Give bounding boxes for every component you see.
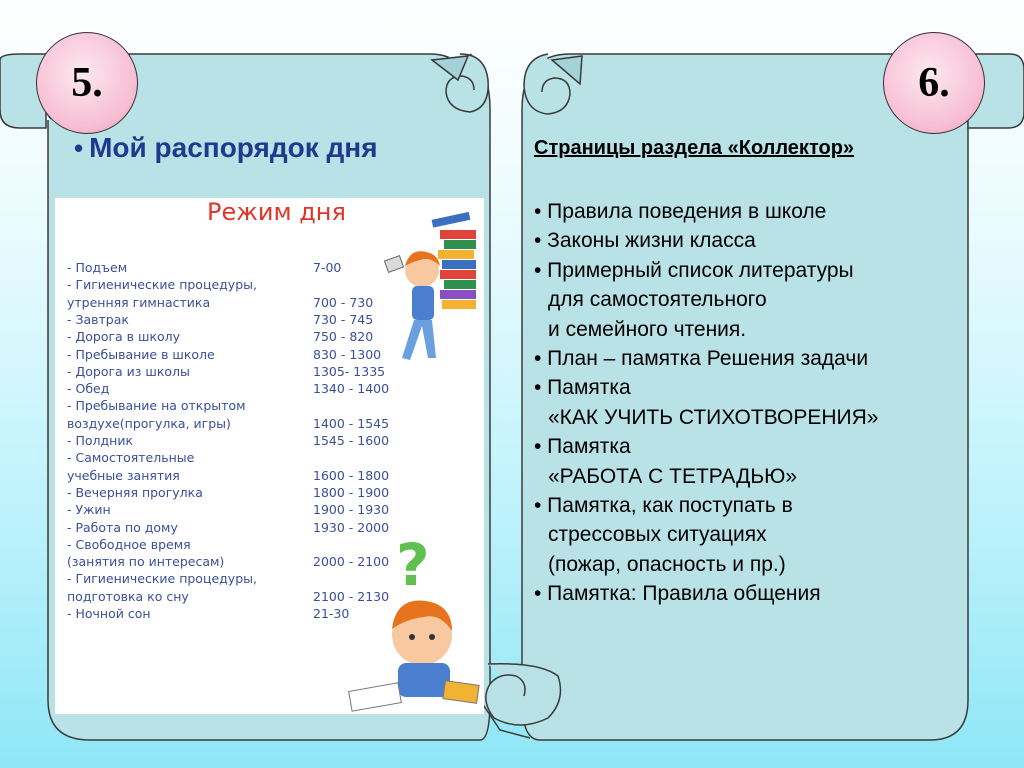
schedule-activity: - Завтрак: [67, 311, 129, 327]
schedule-activity: - Пребывание в школе: [67, 346, 215, 362]
schedule-time: 1545 - 1600: [313, 433, 390, 448]
schedule-activity: - Ночной сон: [67, 606, 151, 621]
schedule-time: 750 - 820: [313, 329, 374, 345]
svg-text:?: ?: [396, 531, 430, 599]
list-item: • Законы жизни класса: [534, 229, 756, 253]
schedule-time: 1340 - 1400: [313, 381, 390, 397]
collector-pages-list: [534, 197, 878, 609]
schedule-title: Режим дня: [207, 198, 346, 226]
slide-number-6: 6.: [883, 32, 985, 134]
schedule-activity: - Дорога в школу: [67, 329, 181, 345]
daily-schedule-image: [55, 198, 484, 714]
schedule-activity: - Свободное время: [67, 536, 191, 552]
thinking-boy-icon: [349, 601, 479, 712]
list-item: • Правила поведения в школе: [534, 200, 827, 223]
schedule-activity: - Вечерняя прогулка: [67, 484, 203, 500]
boy-icon: [402, 251, 440, 360]
schedule-time: 1800 - 1900: [313, 484, 390, 500]
schedule-activity: - Самостоятельные: [67, 450, 195, 466]
schedule-time: 730 - 745: [313, 311, 374, 327]
list-item-continuation: (пожар, опасность и пр.): [548, 552, 786, 576]
list-item-continuation: «РАБОТА С ТЕТРАДЬЮ»: [548, 464, 798, 488]
schedule-activity: - Работа по дому: [67, 519, 178, 535]
schedule-time: 21-30: [313, 606, 350, 621]
schedule-activity: воздухе(прогулка, игры): [67, 415, 231, 431]
list-item-continuation: стрессовых ситуациях: [548, 523, 767, 547]
left-title: [74, 132, 378, 164]
schedule-time: 1930 - 2000: [313, 519, 390, 535]
list-item: • Памятка: [534, 376, 631, 400]
boy-with-books-illustration: [380, 208, 500, 378]
schedule-activity: утренняя гимнастика: [67, 294, 211, 310]
list-item: • Памятка: [534, 435, 631, 459]
schedule-time: 1305- 1335: [313, 363, 386, 379]
schedule-activity: - Полдник: [67, 433, 134, 448]
schedule-time: 1600 - 1800: [313, 467, 390, 483]
schedule-time: 1900 - 1930: [313, 502, 390, 518]
schedule-activity: (занятия по интересам): [67, 554, 225, 570]
list-item-continuation: и семейного чтения.: [548, 317, 747, 341]
schedule-activity: - Обед: [67, 381, 110, 397]
schedule-time: 1400 - 1545: [313, 415, 390, 431]
schedule-activity: - Гигиенические процедуры,: [67, 277, 257, 293]
title-bullet: •: [74, 133, 84, 163]
schedule-time: 700 - 730: [313, 294, 374, 310]
schedule-activity: - Пребывание на открытом: [67, 398, 246, 414]
schedule-time: 2100 - 2130: [313, 588, 390, 604]
slide-number-5: 5.: [36, 32, 138, 134]
schedule-time: 7-00: [313, 260, 342, 275]
schedule-activity: - Ужин: [67, 502, 111, 518]
list-item: • Памятка, как поступать в: [534, 494, 793, 518]
schedule-activity: - Подъем: [67, 260, 128, 275]
schedule-time: 830 - 1300: [313, 346, 382, 362]
schedule-activity: подготовка ко сну: [67, 588, 189, 604]
list-item-continuation: для самостоятельного: [548, 288, 767, 312]
right-heading: Страницы раздела «Коллектор»: [534, 137, 855, 159]
list-item: • Примерный список литературы: [534, 258, 854, 282]
left-title-text: Мой распорядок дня: [89, 132, 378, 163]
list-item: • План – памятка Решения задачи: [534, 347, 869, 371]
schedule-time: 2000 - 2100: [313, 554, 390, 570]
list-item: • Памятка: Правила общения: [534, 582, 821, 606]
schedule-activity: - Дорога из школы: [67, 363, 190, 379]
question-mark-icon: [396, 531, 430, 599]
list-item-continuation: «КАК УЧИТЬ СТИХОТВОРЕНИЯ»: [548, 405, 879, 429]
schedule-activity: учебные занятия: [67, 467, 180, 483]
thinking-boy-illustration: [340, 523, 480, 713]
schedule-activity: - Гигиенические процедуры,: [67, 571, 257, 587]
